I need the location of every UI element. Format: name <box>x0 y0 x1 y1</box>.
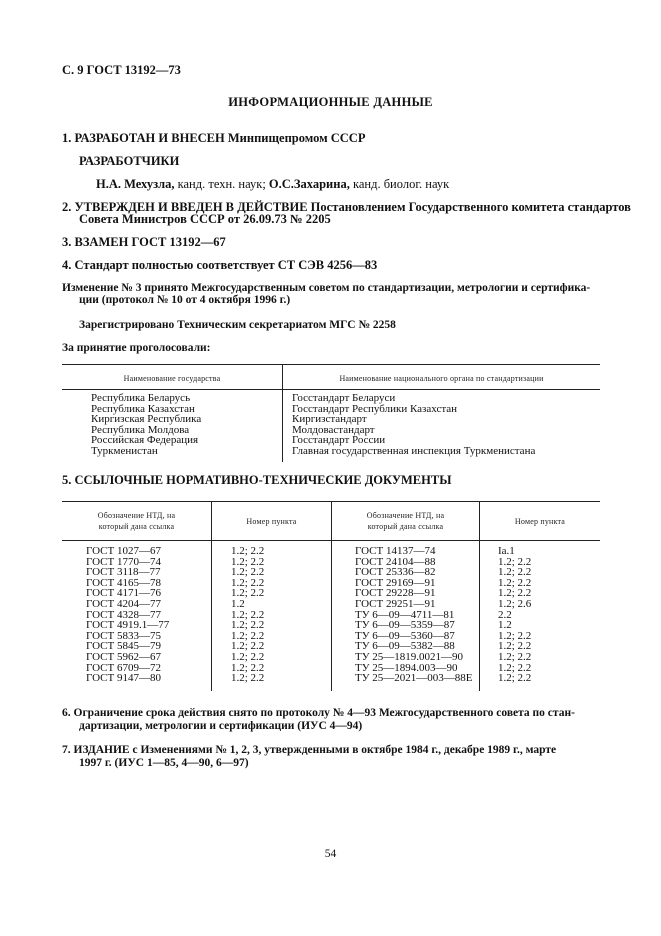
ref-point-cell: 1.2; 2.2 <box>231 650 265 663</box>
ref-point-cell: 1.2; 2.2 <box>498 576 532 589</box>
refs-column-point-left <box>231 546 264 684</box>
item-3-number: 3. <box>62 235 72 249</box>
ref-doc-cell: ГОСТ 5833—75 <box>86 629 161 642</box>
item-4-number: 4. <box>62 258 72 272</box>
organ-cell: Госстандарт Республики Казахстан <box>292 402 458 415</box>
refs-header-doc-left <box>62 510 211 532</box>
item-7-line-2: 1997 г. (ИУС 1—85, 4—90, 6—97) <box>79 757 249 769</box>
ref-doc-cell: ГОСТ 29228—91 <box>355 587 436 600</box>
ref-point-cell: 1.2; 2.2 <box>231 555 265 568</box>
state-cell: Республика Молдова <box>91 423 190 436</box>
ref-doc-cell: ГОСТ 4328—77 <box>86 608 161 621</box>
refs-column-doc-right <box>355 546 472 684</box>
ref-doc-cell: ТУ 6—09—5359—87 <box>355 619 455 632</box>
ref-doc-cell: ГОСТ 5845—79 <box>86 640 161 653</box>
ref-doc-cell: ГОСТ 14137—74 <box>355 545 436 557</box>
ref-point-cell: 1.2; 2.2 <box>231 672 265 685</box>
states-table-header-rule <box>62 389 600 390</box>
organ-cell: Молдовастандарт <box>292 423 375 436</box>
refs-header-point-left: Номер пункта <box>246 517 297 526</box>
ref-doc-cell: ГОСТ 29251—91 <box>355 597 436 610</box>
ref-point-cell: 1.2; 2.2 <box>231 576 265 589</box>
ref-point-cell: 1.2; 2.2 <box>498 629 532 642</box>
developer-1-title: канд. техн. наук; <box>177 177 266 191</box>
developers-line <box>96 177 449 192</box>
state-cell: Российская Федерация <box>91 434 199 447</box>
document-title: ИНФОРМАЦИОННЫЕ ДАННЫЕ <box>228 95 433 109</box>
registered-note: Зарегистрировано Техническим секретариатом МГС № 2258 <box>79 319 396 331</box>
ref-doc-cell: ГОСТ 6709—72 <box>86 661 161 674</box>
refs-column-doc-left <box>86 546 169 684</box>
item-1-number: 1. <box>62 131 72 145</box>
ref-doc-cell: ГОСТ 24104—88 <box>355 555 436 568</box>
ref-doc-cell: ГОСТ 9147—80 <box>86 672 161 685</box>
ref-point-cell: 1.2; 2.2 <box>231 661 265 674</box>
states-table-top-rule <box>62 364 600 365</box>
ref-doc-cell: ГОСТ 4204—77 <box>86 597 161 610</box>
state-cell: Республика Казахстан <box>91 402 195 415</box>
ref-doc-cell: ГОСТ 5962—67 <box>86 650 161 663</box>
organ-cell: Госстандарт Беларуси <box>292 392 396 404</box>
ref-point-cell: 1.2 <box>498 619 512 632</box>
ref-point-cell: 1.2 <box>231 597 245 610</box>
organ-cell: Главная государственная инспекция Туркменистана <box>292 444 536 457</box>
developer-1-name: Н.А. Мехузла, <box>96 177 175 191</box>
ref-doc-cell: ТУ 25—1894.003—90 <box>355 661 458 674</box>
state-cell: Республика Беларусь <box>91 392 191 404</box>
item-4 <box>62 258 377 273</box>
ref-doc-cell: ГОСТ 4165—78 <box>86 576 161 589</box>
state-cell: Киргизская Республика <box>91 413 202 426</box>
refs-header-doc-right <box>332 510 479 532</box>
states-column-state <box>91 393 201 457</box>
ref-point-cell: 1.2; 2.6 <box>498 597 532 610</box>
ref-point-cell: 1.2; 2.2 <box>231 629 265 642</box>
ref-point-cell: 2.2 <box>498 608 512 621</box>
ref-doc-cell: ГОСТ 29169—91 <box>355 576 436 589</box>
ref-point-cell: 1.2; 2.2 <box>498 587 532 600</box>
ref-doc-cell: ГОСТ 25336—82 <box>355 566 436 579</box>
ref-doc-cell: ГОСТ 4171—76 <box>86 587 161 600</box>
ref-doc-cell: ГОСТ 3118—77 <box>86 566 161 579</box>
ref-point-cell: 1.2; 2.2 <box>231 587 265 600</box>
organ-cell: Киргизстандарт <box>292 413 367 426</box>
ref-doc-cell: ГОСТ 1027—67 <box>86 545 161 557</box>
item-1 <box>62 131 365 146</box>
refs-table-divider-1 <box>211 501 212 691</box>
item-7-text: ИЗДАНИЕ с Изменениями № 1, 2, 3, утвержденными в октябре 1984 г., декабре 1989 г., марте <box>73 744 557 756</box>
states-header-state: Наименование государства <box>123 374 221 383</box>
states-header-organ: Наименование национального органа по стандартизации <box>339 374 544 383</box>
ref-point-cell: 1.2; 2.2 <box>231 608 265 621</box>
developers-heading: РАЗРАБОТЧИКИ <box>79 154 180 168</box>
ref-doc-cell: ТУ 6—09—5360—87 <box>355 629 455 642</box>
refs-header-doc-line-1: Обозначение НТД, на <box>366 511 445 520</box>
organ-cell: Госстандарт России <box>292 434 386 447</box>
item-2-line-2: Совета Министров СССР от 26.09.73 № 2205 <box>79 212 331 226</box>
item-7-line-1 <box>62 743 556 757</box>
voted-note: За принятие проголосовали: <box>62 342 211 354</box>
item-7-number: 7. <box>62 744 71 756</box>
change-line-1: Изменение № 3 принято Межгосударственным советом по стандартизации, метрологии и сертифика- <box>62 282 591 294</box>
ref-point-cell: 1.2; 2.2 <box>231 545 265 557</box>
item-2-number: 2. <box>62 200 72 214</box>
refs-header-doc-line-1: Обозначение НТД, на <box>97 511 176 520</box>
item-5-text: ССЫЛОЧНЫЕ НОРМАТИВНО-ТЕХНИЧЕСКИЕ ДОКУМЕНТЫ <box>74 473 452 487</box>
ref-point-cell: 1.2; 2.2 <box>231 566 265 579</box>
refs-header-doc-line-2: который дана ссылка <box>367 522 444 531</box>
refs-column-point-right <box>498 546 531 684</box>
ref-point-cell: 1.2; 2.2 <box>498 672 532 685</box>
item-3 <box>62 235 226 250</box>
ref-point-cell: 1.2; 2.2 <box>498 661 532 674</box>
refs-table-divider-3 <box>479 501 480 691</box>
developer-2-name: О.С.Захарина, <box>268 177 350 191</box>
states-column-organ <box>292 393 535 457</box>
refs-header-doc-line-2: который дана ссылка <box>98 522 175 531</box>
developer-2-title: канд. биолог. наук <box>352 177 450 191</box>
ref-point-cell: 1.2; 2.2 <box>231 640 265 653</box>
item-3-text: ВЗАМЕН ГОСТ 13192—67 <box>74 235 226 249</box>
ref-doc-cell: ТУ 6—09—5382—88 <box>355 640 455 653</box>
item-6-number: 6. <box>62 707 71 719</box>
page-number: 54 <box>324 848 337 860</box>
item-6-line-2: дартизации, метрологии и сертификации (ИУС 4—94) <box>79 720 363 732</box>
page-header: С. 9 ГОСТ 13192—73 <box>62 63 181 77</box>
ref-point-cell: 1.2; 2.2 <box>498 566 532 579</box>
item-6-text: Ограничение срока действия снято по протоколу № 4—93 Межгосударственного совета по стан- <box>73 707 575 719</box>
ref-doc-cell: ГОСТ 4919.1—77 <box>86 619 170 632</box>
ref-doc-cell: ТУ 25—1819.0021—90 <box>355 650 464 663</box>
ref-doc-cell: ТУ 6—09—4711—81 <box>355 608 455 621</box>
state-cell: Туркменистан <box>91 444 158 457</box>
ref-point-cell: 1.2; 2.2 <box>498 650 532 663</box>
item-1-text: Минпищепромом СССР <box>227 131 366 145</box>
refs-header-point-right: Номер пункта <box>514 517 566 526</box>
item-4-text: Стандарт полностью соответствует СТ СЭВ 4256—83 <box>74 258 378 272</box>
ref-point-cell: 1.2; 2.2 <box>231 619 265 632</box>
ref-point-cell: 1.2; 2.2 <box>498 555 532 568</box>
ref-point-cell: 1.2; 2.2 <box>498 640 532 653</box>
ref-doc-cell: ТУ 25—2021—003—88Е <box>355 672 473 685</box>
ref-doc-cell: ГОСТ 1770—74 <box>86 555 161 568</box>
item-2-text: УТВЕРЖДЕН И ВВЕДЕН В ДЕЙСТВИЕ Постановлением Государственного комитета стандартов <box>74 200 631 214</box>
item-5-number: 5. <box>62 473 72 487</box>
ref-point-cell: Iа.1 <box>498 545 515 557</box>
change-line-2: ции (протокол № 10 от 4 октября 1996 г.) <box>79 294 291 306</box>
item-5 <box>62 473 451 488</box>
item-6-line-1 <box>62 706 575 720</box>
item-1-bold: РАЗРАБОТАН И ВНЕСЕН <box>74 131 225 145</box>
